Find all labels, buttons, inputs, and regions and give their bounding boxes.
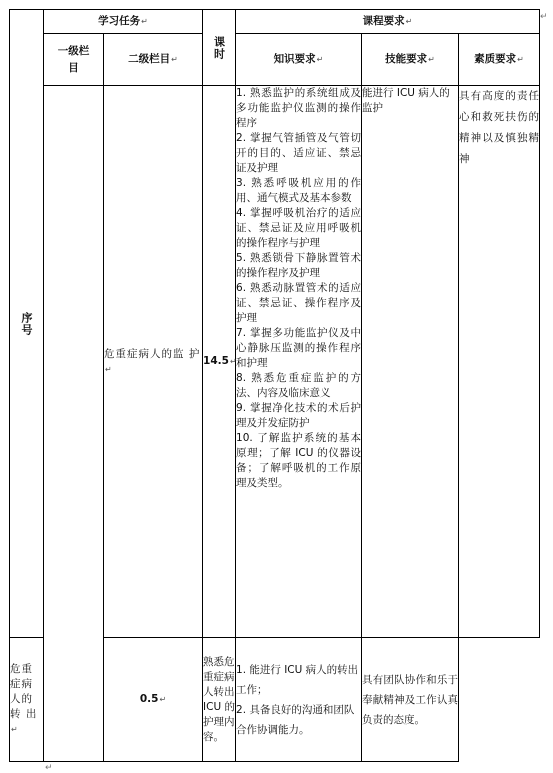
table-row [10, 86, 540, 638]
knowledge-item: 2. 掌握气管插管及气管切开的目的、适应证、禁忌证及护理 [236, 132, 362, 174]
quality-header: 素质要求↵ [459, 34, 540, 86]
knowledge-item: 4. 掌握呼吸机治疗的适应证、禁忌证及应用呼吸机的操作程序与护理 [236, 207, 362, 249]
level2-header: 二级栏目↵ [104, 34, 203, 86]
hours-cell: 14.5↵ [203, 86, 236, 638]
knowledge-item: 6. 熟悉动脉置管术的适应证、禁忌证、操作程序及护理 [236, 282, 362, 324]
paragraph-mark: ↵ [45, 763, 53, 773]
quality-cell [459, 86, 540, 638]
skill-header: 技能要求↵ [362, 34, 459, 86]
knowledge-item: 5. 熟悉锁骨下静脉置管术的操作程序及护理 [236, 252, 362, 279]
skill-cell [236, 638, 362, 762]
quality-text: 具有团队协作和乐于奉献精神及工作认真负责的态度。 [362, 673, 459, 726]
quality-cell [362, 638, 459, 762]
hours-cell: 0.5↵ [104, 638, 203, 762]
skill-item: 1. 能进行 ICU 病人的转出工作； [236, 663, 359, 696]
course-req-header: 课程要求↵ [236, 10, 540, 34]
knowledge-cell [236, 86, 362, 638]
curriculum-table [9, 9, 540, 762]
row-end-mark: ↵ [540, 12, 548, 22]
knowledge-item: 3. 熟悉呼吸机应用的作用、通气模式及基本参数 [236, 177, 362, 204]
level1-cell [44, 86, 104, 762]
level2-text: 危重症病人的转 出 [10, 663, 38, 720]
knowledge-cell [203, 638, 236, 762]
level2-cell: 危重症病人的监 护↵ [104, 86, 203, 638]
knowledge-item: 10. 了解监护系统的基本原理；了解 ICU 的仪器设备；了解呼吸机的工作原理及类型。 [236, 432, 362, 489]
knowledge-item: 7. 掌握多功能监护仪及中心静脉压监测的操作程序和护理 [236, 327, 362, 369]
seq-header-cell [10, 10, 44, 638]
knowledge-item: 8. 熟悉危重症监护的方法、内容及临床意义 [236, 372, 362, 399]
level1-header: 一级栏目 [44, 34, 104, 86]
knowledge-item: 1. 熟悉监护的系统组成及多功能监护仪监测的操作程序 [236, 87, 362, 129]
hours-header-cell [203, 10, 236, 86]
knowledge-header: 知识要求↵ [236, 34, 362, 86]
skill-item: 2. 具备良好的沟通和团队合作协调能力。 [236, 703, 355, 736]
level2-cell: 危重症病人的转 出↵ [10, 638, 44, 762]
knowledge-item: 熟悉危重症病人转出 ICU 的护理内容。 [203, 655, 235, 743]
quality-text: 具有高度的责任心和救死扶伤的精神以及慎独精神 [459, 90, 540, 165]
hours-header: 课时 [212, 35, 226, 60]
skill-item: 能进行 ICU 病人的监护 [362, 87, 450, 114]
skill-cell [362, 86, 459, 638]
knowledge-item: 9. 掌握净化技术的术后护理及并发症防护 [236, 402, 362, 429]
seq-header: 序号 [20, 311, 33, 336]
level2-text: 危重症病人的监 护 [104, 347, 201, 360]
task-header: 学习任务↵ [44, 10, 203, 34]
